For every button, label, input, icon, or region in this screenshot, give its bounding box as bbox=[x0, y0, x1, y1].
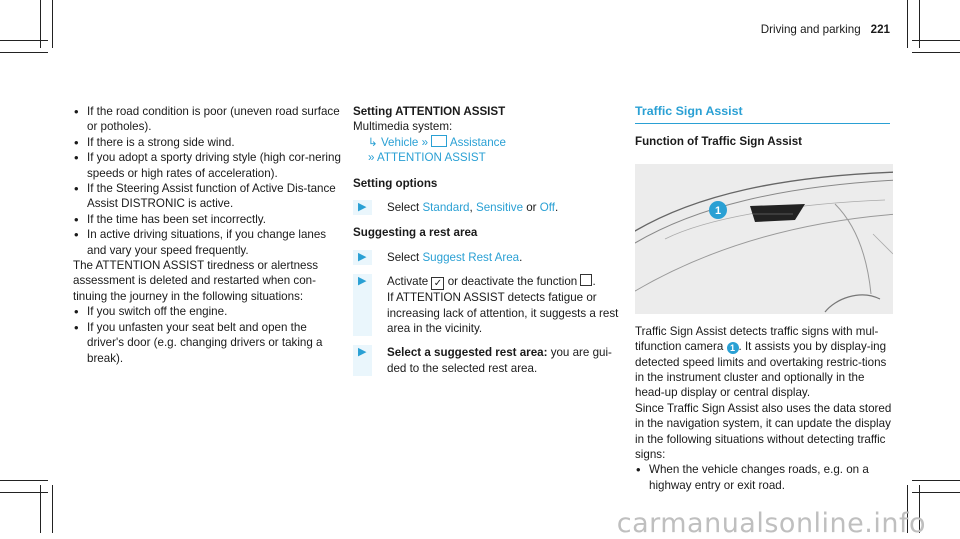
callout-1: 1 bbox=[714, 204, 722, 217]
column-3 bbox=[635, 104, 893, 493]
option-suggest-rest-area[interactable]: Suggest Rest Area bbox=[422, 250, 520, 264]
crop-mark bbox=[52, 0, 53, 48]
crop-mark bbox=[0, 52, 48, 53]
path-arrow-icon: ↳ bbox=[368, 135, 378, 149]
instruction-step: ▶ Select Standard, Sensitive or Off. bbox=[353, 200, 623, 215]
option-sensitive[interactable]: Sensitive bbox=[475, 201, 524, 215]
running-header bbox=[761, 22, 890, 37]
crop-mark bbox=[0, 492, 48, 493]
subheading-options: Setting options bbox=[353, 176, 438, 190]
section-title: Traffic Sign Assist bbox=[635, 104, 890, 124]
instruction-step: ▶ Select Suggest Rest Area. bbox=[353, 250, 623, 265]
car-icon bbox=[431, 135, 447, 147]
paragraph: Since Traffic Sign Assist also uses the data stored in the navigation system, it can update the display in the following situations without detecting traffic signs: bbox=[635, 401, 892, 462]
section-name: Driving and parking bbox=[760, 23, 861, 36]
checkbox-checked-icon: ✓ bbox=[431, 277, 444, 290]
option-standard[interactable]: Standard bbox=[422, 201, 470, 215]
menu-link-assistance[interactable]: Assistance bbox=[449, 135, 506, 149]
list-item: • If you unfasten your seat belt and open the driver's door (e.g. changing drivers or taking a break). bbox=[73, 320, 343, 366]
checkbox-empty-icon bbox=[580, 274, 592, 286]
step-arrow-icon: ▶ bbox=[358, 201, 367, 214]
situation-list bbox=[635, 462, 893, 493]
crop-mark bbox=[0, 40, 48, 41]
column-1 bbox=[73, 104, 343, 366]
menu-link-attention-assist[interactable]: ATTENTION ASSIST bbox=[377, 151, 486, 165]
menu-link-vehicle[interactable]: Vehicle bbox=[380, 135, 419, 149]
crop-mark bbox=[912, 480, 960, 481]
step-arrow-icon: ▶ bbox=[358, 346, 367, 359]
menu-path bbox=[353, 135, 623, 150]
paragraph: Traffic Sign Assist detects traffic signs with mul-tifunction camera 1 . It assists you by display-ing detected speed limits and overtaking restric-tions in the instrument cluster and optionally in the head-up display or central display. bbox=[635, 324, 887, 400]
watermark: carmanualsonline.info bbox=[616, 507, 926, 539]
windscreen-illustration bbox=[635, 164, 893, 314]
crop-mark bbox=[912, 492, 960, 493]
list-item: • If the time has been set incorrectly. bbox=[73, 212, 343, 227]
list-item: • If the Steering Assist function of Active Dis-tance Assist DISTRONIC is active. bbox=[73, 181, 343, 212]
step-arrow-icon: ▶ bbox=[358, 275, 367, 288]
crop-mark bbox=[907, 0, 908, 48]
list-item: • When the vehicle changes roads, e.g. on a highway entry or exit road. bbox=[635, 462, 893, 493]
path-chevron-icon: » bbox=[368, 151, 375, 165]
instruction-step: ▶ Activate ✓ or deactivate the function . If ATTENTION ASSIST detects fatigue or increasing lack of attention, it suggests a rest area in the vicinity. bbox=[353, 274, 623, 336]
page-number: 221 bbox=[870, 23, 890, 36]
windscreen-camera-illustration bbox=[635, 164, 893, 314]
crop-mark bbox=[52, 485, 53, 533]
callout-badge: 1 bbox=[727, 342, 739, 354]
situation-list bbox=[73, 304, 343, 366]
subheading-function: Function of Traffic Sign Assist bbox=[635, 135, 803, 149]
menu-path-2 bbox=[353, 150, 623, 165]
crop-mark bbox=[912, 52, 960, 53]
column-2 bbox=[353, 104, 623, 376]
crop-mark bbox=[912, 40, 960, 41]
paragraph: The ATTENTION ASSIST tiredness or alertness assessment is deleted and restarted when con-tinuing the journey in the following situations: bbox=[73, 259, 319, 303]
path-chevron-icon: » bbox=[421, 135, 429, 149]
list-item: • If you adopt a sporty driving style (high cor-nering speeds or high rates of acceleration). bbox=[73, 150, 343, 181]
option-off[interactable]: Off bbox=[539, 201, 556, 215]
condition-list bbox=[73, 104, 343, 258]
list-item: • If there is a strong side wind. bbox=[73, 135, 343, 150]
subheading-rest-area: Suggesting a rest area bbox=[353, 226, 478, 240]
instruction-step: ▶ Select a suggested rest area: you are gui-ded to the selected rest area. bbox=[353, 345, 623, 376]
crop-mark bbox=[0, 480, 48, 481]
section-heading: Setting ATTENTION ASSIST bbox=[353, 105, 506, 118]
list-item: • If you switch off the engine. bbox=[73, 304, 343, 319]
list-item: • In active driving situations, if you change lanes and vary your speed frequently. bbox=[73, 227, 343, 258]
step-arrow-icon: ▶ bbox=[358, 250, 367, 263]
system-label: Multimedia system: bbox=[353, 120, 453, 134]
list-item: • If the road condition is poor (uneven road surface or potholes). bbox=[73, 104, 343, 135]
